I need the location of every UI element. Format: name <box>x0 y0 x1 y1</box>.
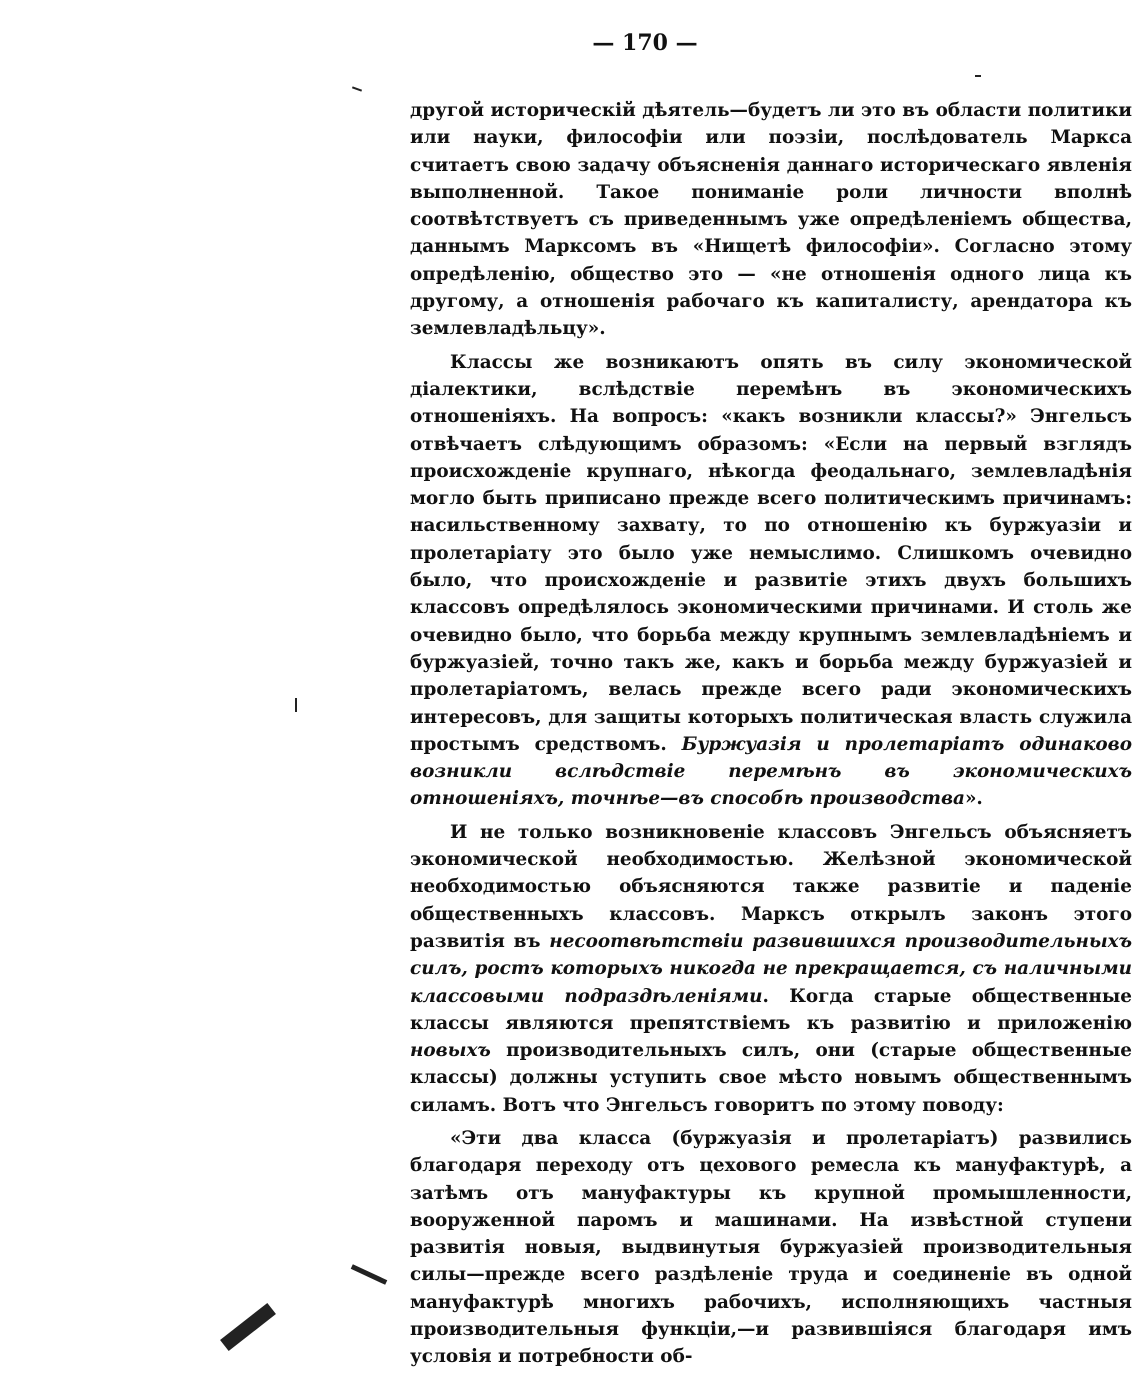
scan-mark <box>975 75 981 77</box>
scan-mark <box>352 86 362 91</box>
scan-mark <box>220 1303 276 1351</box>
text-run: . Когда старые общественные классы являются препятствіемъ къ развитію и приложенію <box>410 985 1132 1034</box>
text-run: Классы же возникаютъ опять въ силу экономической діалектики, вслѣдствіе перемѣнъ въ экономическихъ отношеніяхъ. На вопросъ: «какъ возникли классы?» Энгельсъ отвѣчаетъ слѣдующимъ образомъ: «Если на первый взглядъ происхожденіе крупнаго, нѣкогда феодальнаго, землевладѣнія могло быть приписано прежде всего политическимъ причинамъ: насильственному захвату, то по отношенію къ буржуазіи и пролетаріату это было уже немыслимо. Слишкомъ очевидно было, что происхожденіе и развитіе этихъ двухъ большихъ классовъ опредѣлялось экономическими причинами. И столь же очевидно было, что борьба между крупнымъ землевладѣніемъ и буржуазіей, точно такъ же, какъ и борьба между буржуазіей и пролетаріатомъ, велась прежде всего ради экономическихъ интересовъ, для защиты которыхъ политическая власть служила простымъ средствомъ. <box>410 351 1132 755</box>
text-run: «Эти два класса (буржуазія и пролетаріатъ) развились благодаря переходу отъ цехового ремесла къ мануфактурѣ, а затѣмъ отъ мануфактуры къ крупной промышленности, вооруженной паромъ и машинами. На извѣстной ступени развитія новыя, выдвинутыя буржуазіей производительныя силы—прежде всего раздѣленіе труда и соединеніе въ одной мануфактурѣ многихъ рабочихъ, исполняющихъ частныя производительныя функціи,—и развившіяся благодаря имъ условія и потребности об- <box>410 1127 1132 1368</box>
scan-mark <box>295 698 297 712</box>
text-run: производительныхъ силъ, они (старые общественные классы) должны уступить свое мѣсто новымъ общественнымъ силамъ. Вотъ что Энгельсъ говоритъ по этому поводу: <box>410 1040 1132 1116</box>
paragraph-2 <box>410 349 1132 813</box>
text-run: И не только возникновеніе классовъ Энгельсъ объясняетъ экономической необходимостью. Желѣзной экономической необходимостью объясняются также развитіе и паденіе общественныхъ классовъ. Марксъ открылъ законъ этого развитія въ <box>410 821 1132 952</box>
paragraph-1 <box>410 97 1132 343</box>
paragraph-3 <box>410 819 1132 1119</box>
text-run: другой историческій дѣятель—будетъ ли это въ области политики или науки, философіи или поэзіи, послѣдователь Маркса считаетъ свою задачу объясненія даннаго историческаго явленія выполненной. Такое пониманіе роли личности вполнѣ соотвѣтствуетъ съ приведеннымъ уже опредѣленіемъ общества, даннымъ Марксомъ въ «Нищетѣ философіи». Согласно этому опредѣленію, общество это — «не отношенія одного лица къ другому, а отношенія рабочаго къ капиталисту, арендатора къ землевладѣльцу». <box>410 100 1132 340</box>
scan-mark <box>351 1264 388 1285</box>
text-run: ». <box>964 788 983 810</box>
italic-text-run: несоотвѣтствіи развившихся производительныхъ силъ, ростъ которыхъ никогда не прекращается, съ наличными классовыми подраздѣленіями <box>410 930 1132 1007</box>
italic-text-run: Буржуазія и пролетаріатъ одинаково возникли вслѣдствіе перемѣнъ въ экономическихъ отношеніяхъ, точнѣе—въ способѣ производства <box>410 733 1133 810</box>
paragraph-4 <box>410 1125 1132 1371</box>
italic-text-run: новыхъ <box>410 1040 491 1062</box>
body-text <box>410 97 1132 1377</box>
page-number: — 170 — <box>592 30 698 56</box>
